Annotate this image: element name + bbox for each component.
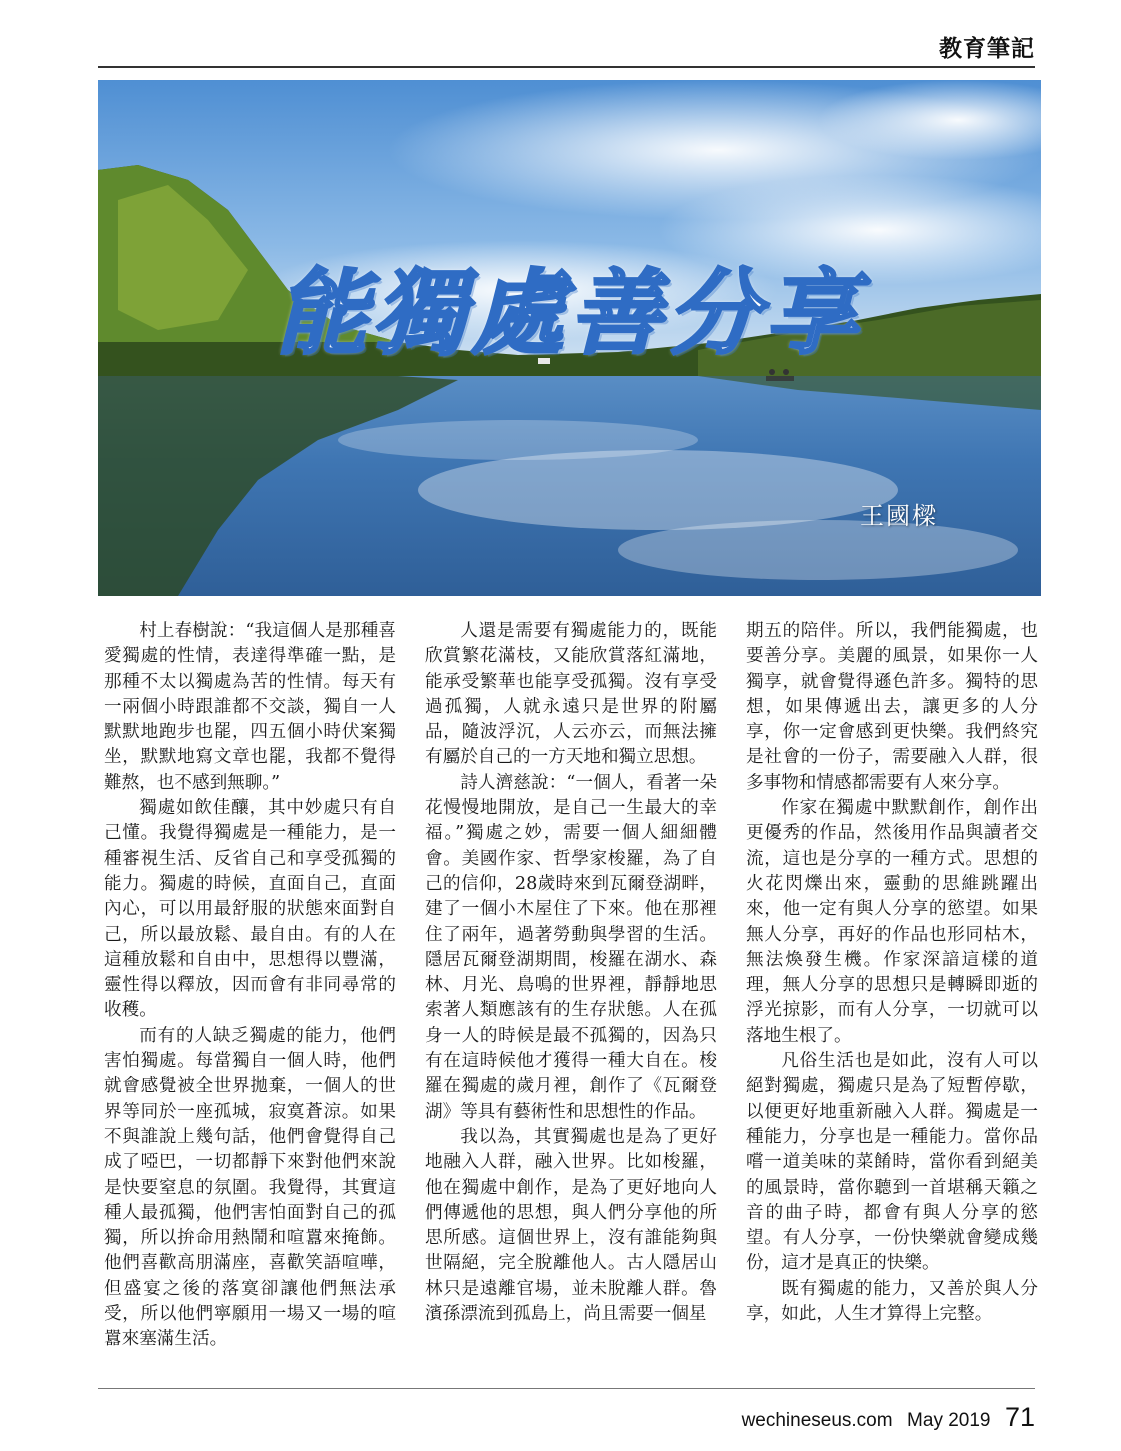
website-url: wechineseus.com: [741, 1410, 893, 1431]
issue-date: May 2019: [907, 1410, 991, 1431]
paragraph: 人還是需要有獨處能力的，既能欣賞繁花滿枝，又能欣賞落紅滿地，能承受繁華也能享受孤獨。沒有享受過孤獨，人就永遠只是世界的附屬品，隨波浮沉，人云亦云，而無法擁有屬於自己的一方天地和獨立思想。: [425, 621, 717, 768]
text-column-2: [425, 619, 717, 1353]
bottom-divider: [98, 1388, 1035, 1389]
text-column-3: [746, 619, 1038, 1353]
paragraph: 我以為，其實獨處也是為了更好地融入人群，融入世界。比如梭羅，他在獨處中創作，是為了更好地向人們傳遞他的思想，與人們分享他的所思所感。這個世界上，沒有誰能夠與世隔絕，完全脫離他人。古人隱居山林只是遠離官場，並未脫離人群。魯濱孫漂流到孤島上，尚且需要一個星: [425, 1126, 717, 1325]
paragraph: 獨處如飲佳釀，其中妙處只有自己懂。我覺得獨處是一種能力，是一種審視生活、反省自己和享受孤獨的能力。獨處的時候，直面自己，直面內心，可以用最舒服的狀態來面對自己，所以最放鬆、最自由。有的人在這種放鬆和自由中，思想得以豐滿，靈性得以釋放，因而會有非同尋常的收穫。: [104, 798, 396, 1021]
text-column-1: [104, 619, 396, 1353]
paragraph: 凡俗生活也是如此，沒有人可以絕對獨處，獨處只是為了短暫停歇，以便更好地重新融入人群。獨處是一種能力，分享也是一種能力。當你品嚐一道美味的菜餚時，當你看到絕美的風景時，當你聽到一首堪稱天籟之音的曲子時，都會有與人分享的慾望。有人分享，一份快樂就會變成幾份，這才是真正的快樂。: [746, 1051, 1038, 1274]
article-title: 能獨處善分享: [275, 259, 864, 367]
paragraph: 期五的陪伴。所以，我們能獨處，也要善分享。美麗的風景，如果你一人獨享，就會覺得遜色許多。獨特的思想，如果傳遞出去，讓更多的人分享，你一定會感到更快樂。我們終究是社會的一份子，需要融入人群，很多事物和情感都需要有人來分享。: [746, 621, 1038, 793]
hero-image: [98, 80, 1041, 596]
article-body: [104, 619, 1038, 1353]
page-footer: [742, 1402, 1035, 1433]
paragraph: 詩人濟慈說：“一個人，看著一朵花慢慢地開放，是自己一生最大的幸福。”獨處之妙，需要一個人細細體會。美國作家、哲學家梭羅，為了自己的信仰，28歲時來到瓦爾登湖畔，建了一個小木屋住了下來。他在那裡住了兩年，過著勞動與學習的生活。隱居瓦爾登湖期間，梭羅在湖水、森林、月光、鳥鳴的世界裡，靜靜地思索著人類應該有的生存狀態。人在孤身一人的時候是最不孤獨的，因為只有在這時候他才獲得一種大自在。梭羅在獨處的歲月裡，創作了《瓦爾登湖》等具有藝術性和思想性的作品。: [425, 772, 717, 1122]
author-name: 王國樑: [860, 502, 938, 530]
paragraph: 既有獨處的能力，又善於與人分享，如此，人生才算得上完整。: [746, 1278, 1038, 1325]
page-number: 71: [1004, 1402, 1035, 1432]
paragraph: 而有的人缺乏獨處的能力，他們害怕獨處。每當獨自一個人時，他們就會感覺被全世界拋棄，一個人的世界等同於一座孤城，寂寞蒼涼。如果不與誰說上幾句話，他們會覺得自己成了啞巴，一切都靜下來對他們來說是快要窒息的氛圍。我覺得，其實這種人最孤獨，他們害怕面對自己的孤獨，所以拚命用熱鬧和喧囂來掩飾。他們喜歡高朋滿座，喜歡笑語喧嘩，但盛宴之後的落寞卻讓他們無法承受，所以他們寧願用一場又一場的喧囂來塞滿生活。: [104, 1025, 396, 1350]
paragraph: 作家在獨處中默默創作，創作出更優秀的作品，然後用作品與讀者交流，這也是分享的一種方式。思想的火花閃爍出來，靈動的思維跳躍出來，他一定有與人分享的慾望。如果無人分享，再好的作品也形同枯木，無法煥發生機。作家深諳這樣的道理，無人分享的思想只是轉瞬即逝的浮光掠影，而有人分享，一切就可以落地生根了。: [746, 798, 1038, 1046]
paragraph: 村上春樹說：“我這個人是那種喜愛獨處的性情，表達得準確一點，是那種不太以獨處為苦的性情。每天有一兩個小時跟誰都不交談，獨自一人默默地跑步也罷，四五個小時伏案獨坐，默默地寫文章也罷，我都不覺得難熬，也不感到無聊。”: [104, 621, 396, 793]
section-label: 教育筆記: [939, 36, 1035, 62]
top-divider: [98, 66, 1035, 68]
